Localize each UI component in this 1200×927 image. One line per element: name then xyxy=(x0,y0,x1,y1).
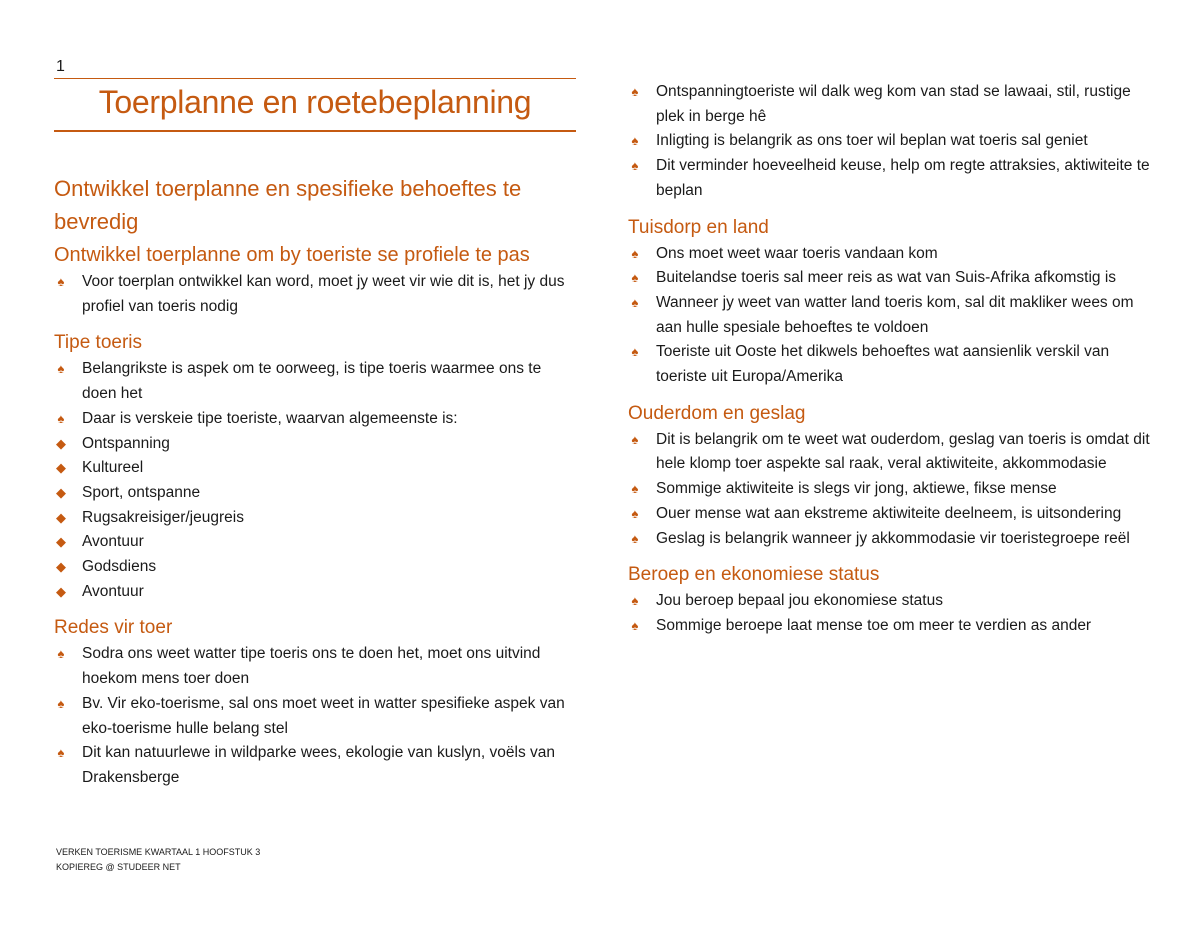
diamond-icon: ◆ xyxy=(56,583,66,599)
list-item xyxy=(628,266,1158,291)
spade-icon: ♠ xyxy=(631,84,639,99)
beroep-list xyxy=(628,589,1158,638)
list-item xyxy=(54,407,574,432)
list-item-text: Daar is verskeie tipe toeriste, waarvan algemeenste is: xyxy=(82,409,458,427)
list-item xyxy=(54,432,574,457)
spade-icon: ♠ xyxy=(631,344,639,360)
list-item xyxy=(628,428,1158,477)
list-item-text: Bv. Vir eko-toerisme, sal ons moet weet in watter spesifieke aspek van eko-toerisme hulle belang stel xyxy=(82,694,565,737)
section-heading-ouderdom-en-geslag: Ouderdom en geslag xyxy=(628,402,806,424)
spade-icon: ♠ xyxy=(631,481,639,497)
list-item-text: Buitelandse toeris sal meer reis as wat van Suis-Afrika afkomstig is xyxy=(656,269,1117,287)
section-heading-tuisdorp-en-land: Tuisdorp en land xyxy=(628,216,769,238)
list-item-text: Dit kan natuurlewe in wildparke wees, ekologie van kuslyn, voëls van Drakensberge xyxy=(82,744,555,786)
intro-list xyxy=(54,270,574,319)
diamond-icon: ◆ xyxy=(56,559,66,575)
list-item xyxy=(54,580,574,605)
list-item-text: Avontuur xyxy=(82,533,144,551)
list-item xyxy=(54,692,574,741)
list-item xyxy=(54,555,574,580)
list-item xyxy=(54,506,574,531)
list-item-text: Ons moet weet waar toeris vandaan kom xyxy=(656,244,938,262)
spade-icon: ♠ xyxy=(57,745,65,761)
section-heading-redes-vir-toer: Redes vir toer xyxy=(54,617,173,639)
diamond-icon: ◆ xyxy=(56,484,66,500)
page-title: Toerplanne en roetebeplanning xyxy=(98,84,532,120)
list-item-text: Ontspanningtoeriste wil dalk weg kom van stad se lawaai, stil, rustige plek in berge hê xyxy=(656,83,1131,125)
list-item-text: Inligting is belangrik as ons toer wil beplan wat toeris sal geniet xyxy=(656,132,1088,150)
spade-icon: ♠ xyxy=(631,505,639,521)
list-item xyxy=(54,357,574,406)
list-item xyxy=(628,340,1158,389)
section-heading-tipe-toeris: Tipe toeris xyxy=(54,332,142,354)
spade-icon: ♠ xyxy=(631,245,639,261)
section-heading-beroep: Beroep en ekonomiese status xyxy=(628,564,880,586)
list-item-text: Toeriste uit Ooste het dikwels behoeftes wat aansienlik verskil van toeriste uit Europa/Amerika xyxy=(656,343,1110,386)
list-item xyxy=(54,456,574,481)
tuisdorp-list xyxy=(628,242,1158,390)
spade-icon: ♠ xyxy=(57,361,65,377)
list-item xyxy=(628,291,1158,340)
list-item-text: Sommige beroepe laat mense toe om meer te verdien as ander xyxy=(656,616,1092,634)
spade-icon: ♠ xyxy=(631,593,639,609)
spade-icon: ♠ xyxy=(57,410,65,426)
list-item xyxy=(628,477,1158,502)
right-column xyxy=(628,80,1158,639)
list-item xyxy=(54,530,574,555)
spade-icon: ♠ xyxy=(57,646,65,662)
header-rule xyxy=(54,78,576,79)
list-item-text: Jou beroep bepaal jou ekonomiese status xyxy=(656,592,943,610)
spade-icon: ♠ xyxy=(631,294,639,310)
list-item-text: Sport, ontspanne xyxy=(82,483,201,501)
spade-icon: ♠ xyxy=(57,274,65,289)
diamond-icon: ◆ xyxy=(56,460,66,476)
spade-icon: ♠ xyxy=(631,431,639,447)
list-item xyxy=(628,80,1158,129)
continued-list xyxy=(628,80,1158,204)
diamond-icon: ◆ xyxy=(56,534,66,550)
list-item xyxy=(54,642,574,691)
list-item xyxy=(628,129,1158,154)
list-item-text: Sommige aktiwiteite is slegs vir jong, aktiewe, fikse mense xyxy=(656,480,1057,498)
spade-icon: ♠ xyxy=(631,617,639,633)
list-item xyxy=(628,614,1158,639)
list-item-text: Dit verminder hoeveelheid keuse, help om regte attraksies, aktiwiteite te beplan xyxy=(656,157,1150,199)
spade-icon: ♠ xyxy=(631,158,639,174)
list-item-text: Avontuur xyxy=(82,582,144,600)
tipe-toeris-list xyxy=(54,357,574,604)
spade-icon: ♠ xyxy=(57,695,65,711)
list-item xyxy=(628,527,1158,552)
list-item-text: Ouer mense wat aan ekstreme aktiwiteite deelneem, is uitsondering xyxy=(656,504,1122,522)
list-item-text: Dit is belangrik om te weet wat ouderdom, geslag van toeris is omdat dit hele klomp toer aspekte sal raak, veral aktiwiteite, akkommodasie xyxy=(656,430,1150,473)
list-item xyxy=(628,154,1158,203)
diamond-icon: ◆ xyxy=(56,509,66,525)
spade-icon: ♠ xyxy=(631,270,639,286)
left-column xyxy=(54,172,574,791)
diamond-icon: ◆ xyxy=(56,435,66,451)
list-item-text: Belangrikste is aspek om te oorweeg, is tipe toeris waarmee ons te doen het xyxy=(82,360,542,403)
list-item-text: Wanneer jy weet van watter land toeris kom, sal dit makliker wees om aan hulle spesiale behoeftes te voldoen xyxy=(656,293,1134,336)
list-item-text: Geslag is belangrik wanneer jy akkommodasie vir toeristegroepe reël xyxy=(656,529,1130,547)
list-item xyxy=(628,589,1158,614)
spade-icon: ♠ xyxy=(631,530,639,546)
ouderdom-list xyxy=(628,428,1158,552)
spade-icon: ♠ xyxy=(631,133,639,149)
list-item-text: Voor toerplan ontwikkel kan word, moet jy weet vir wie dit is, het jy dus profiel van toeris nodig xyxy=(82,273,565,315)
list-item xyxy=(628,242,1158,267)
list-item-text: Rugsakreisiger/jeugreis xyxy=(82,508,244,526)
list-item-text: Kultureel xyxy=(82,459,144,477)
list-item xyxy=(628,502,1158,527)
section-heading-main: Ontwikkel toerplanne en spesifieke behoeftes te bevredig xyxy=(54,176,522,234)
redes-vir-toer-list xyxy=(54,642,574,790)
list-item xyxy=(54,481,574,506)
footer-line-1: VERKEN TOERISME KWARTAAL 1 HOOFSTUK 3 xyxy=(56,847,261,857)
page-number: 1 xyxy=(56,58,65,75)
footer-line-2: KOPIEREG @ STUDEER NET xyxy=(56,862,181,872)
list-item xyxy=(54,741,574,790)
list-item-text: Sodra ons weet watter tipe toeris ons te doen het, moet ons uitvind hoekom mens toer doen xyxy=(82,645,541,688)
list-item-text: Godsdiens xyxy=(82,558,157,576)
title-underline xyxy=(54,130,576,132)
subsection-heading: Ontwikkel toerplanne om by toeriste se profiele te pas xyxy=(54,244,530,266)
list-item xyxy=(54,270,574,319)
list-item-text: Ontspanning xyxy=(82,434,170,452)
page-footer xyxy=(56,845,260,875)
